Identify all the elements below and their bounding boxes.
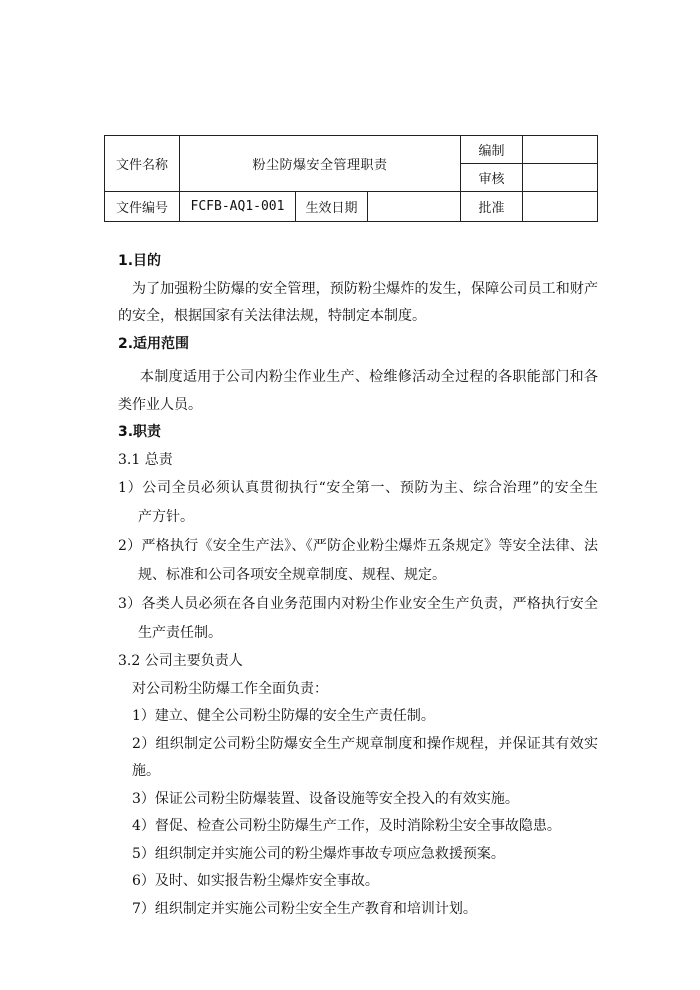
section-heading-scope: 2.适用范围	[118, 335, 190, 352]
paragraph-line: 类作业人员。	[118, 396, 202, 413]
paragraph-line: 本制度适用于公司内粉尘作业生产、检维修活动全过程的各职能部门和各	[140, 369, 598, 385]
list-item: 2）严格执行《安全生产法》、《严防企业粉尘爆炸五条规定》等安全法律、法	[118, 538, 598, 554]
file-name-label: 文件名称	[105, 136, 180, 192]
document-body	[118, 248, 598, 923]
reviewed-by-label: 审核	[461, 164, 523, 192]
effective-date-label: 生效日期	[296, 192, 368, 222]
list-item: 7）组织制定并实施公司粉尘安全生产教育和培训计划。	[132, 900, 477, 917]
list-item: 3）保证公司粉尘防爆装置、设备设施等安全投入的有效实施。	[132, 790, 519, 807]
document-header-table	[104, 135, 598, 222]
prepared-by-label: 编制	[461, 136, 523, 164]
list-item: 2）组织制定公司粉尘防爆安全生产规章制度和操作规程，并保证其有效实	[132, 735, 598, 752]
file-number-value: FCFB-AQ1-001	[180, 192, 296, 222]
file-number-label: 文件编号	[105, 192, 180, 222]
document-title: 粉尘防爆安全管理职责	[180, 136, 461, 192]
effective-date-value	[368, 192, 461, 222]
list-item: 3）各类人员必须在各自业务范围内对粉尘作业安全生产负责，严格执行安全	[118, 596, 598, 612]
reviewed-by-value	[523, 164, 598, 192]
list-item-continuation: 施。	[132, 763, 160, 779]
paragraph-line: 为了加强粉尘防爆的安全管理，预防粉尘爆炸的发生，保障公司员工和财产	[132, 280, 598, 297]
paragraph-line: 的安全，根据国家有关法律法规，特制定本制度。	[118, 308, 426, 324]
list-item-continuation: 规、标准和公司各项安全规章制度、规程、规定。	[138, 567, 446, 583]
list-item: 4）督促、检查公司粉尘防爆生产工作，及时消除粉尘安全事故隐患。	[132, 818, 561, 834]
list-item: 6）及时、如实报告粉尘爆炸安全事故。	[132, 873, 379, 889]
approved-by-label: 批准	[461, 192, 523, 222]
approved-by-value	[523, 192, 598, 222]
subsection-heading: 3.2 公司主要负责人	[118, 653, 243, 669]
list-item: 5）组织制定并实施公司的粉尘爆炸事故专项应急救援预案。	[132, 845, 505, 862]
section-heading-purpose: 1.目的	[118, 253, 162, 269]
paragraph-line: 对公司粉尘防爆工作全面负责：	[132, 680, 328, 697]
list-item: 1）建立、健全公司粉尘防爆的安全生产责任制。	[132, 708, 435, 724]
section-heading-responsibilities: 3.职责	[118, 424, 162, 440]
subsection-heading: 3.1 总责	[118, 451, 173, 468]
prepared-by-value	[523, 136, 598, 164]
list-item-continuation: 产方针。	[138, 509, 194, 525]
list-item-continuation: 生产责任制。	[138, 625, 222, 641]
list-item: 1）公司全员必须认真贯彻执行“安全第一、预防为主、综合治理”的安全生	[118, 480, 598, 496]
